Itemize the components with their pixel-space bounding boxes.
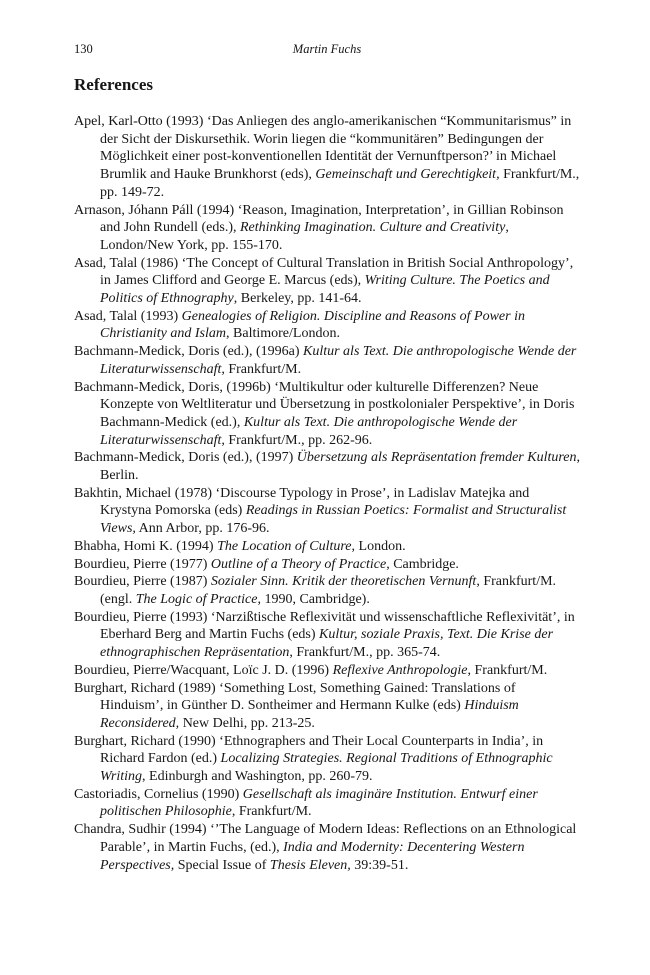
reference-entry	[74, 308, 582, 343]
reference-text: , Berlin.	[100, 450, 581, 484]
reference-text: , London.	[351, 538, 406, 554]
reference-text: 39:39-51.	[350, 857, 409, 873]
reference-title-text: Gesellschaft als imaginäre Institution. Entwurf einer politischen Philosophie	[100, 786, 538, 820]
reference-text: Castoriadis, Cornelius (1990)	[74, 786, 243, 802]
reference-title-text: Writing Culture. The Poetics and Politics of Ethnography	[100, 273, 550, 307]
reference-text: , Edinburgh and Washington, pp. 260-79.	[142, 769, 373, 785]
reference-title-text: Kultur als Text. Die anthropologische Wende der Literaturwissenschaft	[100, 344, 577, 377]
reference-title-text: Localizing Strategies. Regional Traditions of Ethnographic Writing	[100, 751, 553, 785]
reference-text: , Baltimore/London.	[226, 326, 340, 342]
reference-entry	[74, 113, 582, 202]
reference-entry	[74, 202, 582, 255]
reference-entry	[74, 733, 582, 786]
reference-text: , Frankfurt/M. (engl.	[100, 574, 557, 607]
reference-entry	[74, 379, 582, 450]
reference-text: New Delhi, pp. 213-25.	[179, 715, 315, 731]
reference-entry	[74, 573, 582, 608]
reference-title-text: Rethinking Imagination. Culture and Creativity	[239, 220, 506, 236]
reference-title-text: The Location of Culture	[217, 538, 352, 554]
reference-entry	[74, 786, 582, 821]
reference-text: , Berkeley, pp. 141-64.	[233, 291, 362, 307]
reference-title-text: The Logic of Practice	[135, 591, 258, 607]
reference-entry	[74, 609, 582, 662]
reference-text: , Frankfurt/M.	[221, 361, 302, 377]
running-head	[74, 42, 580, 62]
reference-title-text: Readings in Russian Poetics: Formalist and Structuralist Views,	[100, 503, 567, 537]
reference-text: Bachmann-Medick, Doris (ed.), (1997)	[74, 450, 297, 466]
reference-entry	[74, 680, 582, 733]
reference-text: , London/New York, pp. 155-170.	[100, 220, 509, 253]
reference-entry	[74, 556, 582, 574]
section-heading: References	[74, 75, 153, 94]
reference-title-text: India and Modernity: Decentering Western Perspectives,	[100, 839, 525, 873]
reference-title-text: Genealogies of Religion. Discipline and Reasons of Power in Christianity and Islam	[100, 308, 525, 342]
reference-text: Bourdieu, Pierre (1977)	[74, 556, 211, 572]
reference-entry	[74, 485, 582, 538]
page-number: 130	[74, 42, 93, 56]
reference-text: Special Issue of	[174, 857, 270, 873]
reference-text: Ann Arbor, pp. 176-96.	[135, 521, 270, 537]
reference-text: , Frankfurt/M., pp. 365-74.	[289, 645, 441, 661]
reference-title-text: Sozialer Sinn. Kritik der theoretischen Vernunft	[210, 574, 477, 590]
reference-title-text: Outline of a Theory of Practice	[210, 556, 387, 572]
reference-list	[74, 113, 582, 874]
reference-text: , Frankfurt/M.	[467, 662, 548, 678]
reference-entry	[74, 662, 582, 680]
reference-text: , Frankfurt/M.	[231, 804, 312, 820]
reference-title-text: Reflexive Anthropologie	[332, 662, 468, 678]
reference-title-text: Gemeinschaft und Gerechtigkeit,	[315, 167, 500, 183]
reference-entry	[74, 449, 582, 484]
reference-text: Bachmann-Medick, Doris (ed.), (1996a)	[74, 344, 303, 360]
reference-text: Frankfurt/M., pp. 149-72.	[100, 167, 580, 200]
reference-title-text: Thesis Eleven,	[269, 857, 351, 873]
reference-title-text: Kultur, soziale Praxis, Text. Die Krise der ethnographischen Repräsentation	[100, 627, 554, 661]
reference-text: Chandra, Sudhir (1994) ‘’The Language of Modern Ideas: Reflections on an Ethnological Parable’, in Martin Fuchs, (ed.),	[74, 822, 577, 855]
reference-title-text: Übersetzung als Repräsentation fremder Kulturen	[296, 450, 577, 466]
reference-entry	[74, 255, 582, 308]
reference-text: Burghart, Richard (1990) ‘Ethnographers and Their Local Counterparts in India’, in Richard Fardon (ed.)	[74, 733, 544, 767]
reference-text: Bourdieu, Pierre (1987)	[74, 574, 211, 590]
reference-text: , Frankfurt/M., pp. 262-96.	[221, 432, 373, 448]
reference-text: Bourdieu, Pierre/Wacquant, Loïc J. D. (1996)	[74, 662, 333, 678]
running-title: Martin Fuchs	[292, 42, 362, 56]
reference-entry	[74, 821, 582, 874]
reference-text: Burghart, Richard (1989) ‘Something Lost, Something Gained: Translations of Hinduism’, in Günther D. Sontheimer and Hermann Kulke (eds)	[74, 680, 516, 714]
reference-entry	[74, 343, 582, 378]
reference-title-text: Hinduism Reconsidered,	[100, 698, 519, 731]
reference-text: Bhabha, Homi K. (1994)	[74, 538, 218, 554]
reference-text: Bourdieu, Pierre (1993) ‘Narzißtische Reflexivität und wissenschaftliche Reflexivität’, in Eberhard Berg and Martin Fuchs (eds)	[74, 609, 575, 643]
reference-text: Asad, Talal (1993)	[74, 308, 182, 324]
reference-text: Asad, Talal (1986) ‘The Concept of Cultural Translation in British Social Anthropology’, in James Clifford and George E. Marcus (eds),	[74, 255, 574, 289]
reference-text: Arnason, Jóhann Páll (1994) ‘Reason, Imagination, Interpretation’, in Gillian Robinson and John Rundell (eds.),	[74, 202, 564, 236]
reference-text: Bakhtin, Michael (1978) ‘Discourse Typology in Prose’, in Ladislav Matejka and Krystyna Pomorska (eds)	[74, 485, 530, 519]
reference-text: , 1990, Cambridge).	[257, 591, 370, 607]
reference-text: , Cambridge.	[386, 556, 459, 572]
reference-text: Apel, Karl-Otto (1993) ‘Das Anliegen des anglo-amerikanischen “Kommunitarismus” in der Sicht der Diskursethik. Worin liegen die “kommunitären” Bedingungen der Möglichkeit einer post-konventionellen Identität der Vernunftperson?’ in Michael Brumlik and Hauke Brunkhorst (eds),	[74, 114, 572, 183]
reference-title-text: Kultur als Text. Die anthropologische Wende der Literaturwissenschaft	[100, 414, 518, 448]
reference-text: Bachmann-Medick, Doris, (1996b) ‘Multikultur oder kulturelle Differenzen? Neue Konzepte von Weltliteratur und Übersetzung in postkolonialer Perspektive’, in Doris Bachmann-Medick (ed.),	[74, 379, 575, 430]
reference-entry	[74, 538, 582, 556]
